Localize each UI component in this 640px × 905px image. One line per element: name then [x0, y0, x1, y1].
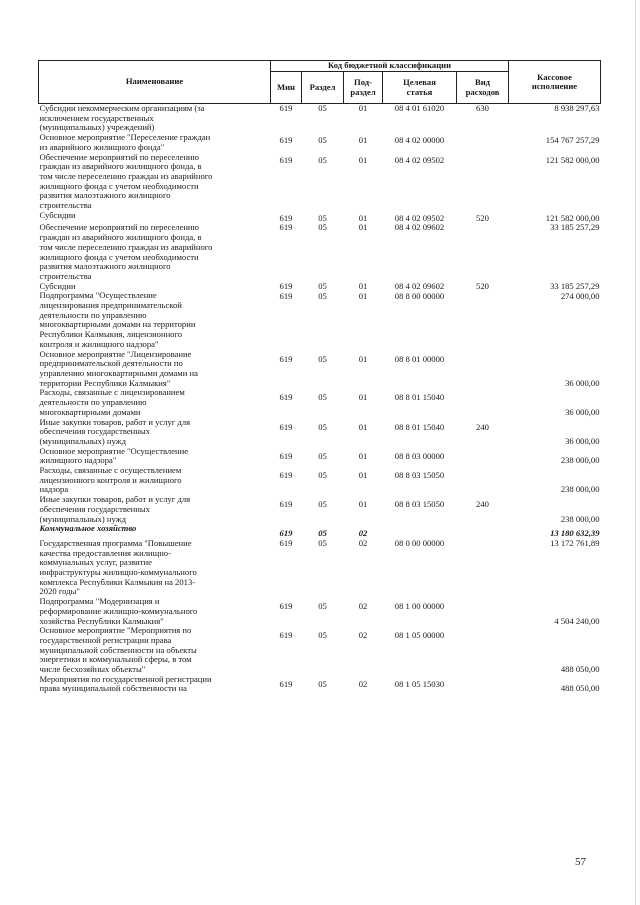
row-subsection: 02: [358, 630, 368, 641]
row-min: 619: [279, 450, 293, 461]
row-name: Основное мероприятие "Осуществление жилищного надзора": [39, 445, 189, 466]
row-min: 619: [279, 135, 293, 146]
row-subsection: 02: [358, 537, 368, 548]
row-min: 619: [279, 222, 293, 233]
row-subsection: 02: [358, 528, 368, 539]
table-header: [39, 61, 601, 104]
row-target: 08 4 02 00000: [394, 135, 445, 146]
row-section: 05: [318, 353, 327, 364]
row-subsection: 01: [358, 353, 368, 364]
table-row: [39, 466, 601, 495]
row-amount: 488 050,00: [560, 664, 600, 675]
row-name: Основное мероприятие "Мероприятия по государственной регистрации права муниципальной собственности на объекты энергетики и коммунальной сферы, в том числе бесхозяйных объекты": [39, 625, 197, 675]
page-number: 57: [575, 856, 586, 868]
row-expense-type: [457, 350, 509, 389]
row-subsection: 01: [358, 135, 368, 146]
row-name: Обеспечение мероприятий по переселению граждан из аварийного жилищного фонда, в том числе переселению граждан из аварийного жилищного фонда с учетом необходимости развития малоэтажного жилищного строительства: [39, 222, 213, 281]
row-min: 619: [279, 421, 293, 432]
table-row: [39, 153, 601, 211]
row-target: 08 8 03 15050: [394, 499, 445, 510]
row-subsection: 01: [358, 392, 368, 403]
row-amount: 488 050,00: [560, 683, 600, 694]
row-name: Мероприятия по государственной регистрации права муниципальной собственности на: [39, 673, 212, 694]
row-expense-type: [457, 597, 509, 626]
row-amount: 33 185 257,29: [550, 222, 600, 233]
row-section: 05: [318, 450, 327, 461]
row-name: Государственная программа "Повышение качества предоставления жилищно- коммунальных услуг, развитие инфраструктуры жилищно-коммунального комплекса Республики Калмыкия на 2013- 2020 годы": [39, 537, 197, 597]
header-min: Мин: [271, 72, 302, 104]
row-target: [383, 524, 457, 539]
row-min: 619: [279, 537, 293, 548]
row-expense-type: 240: [476, 499, 489, 510]
row-amount: 238 000,00: [560, 455, 600, 466]
row-subsection: 02: [358, 678, 368, 689]
row-expense-type: [457, 466, 509, 495]
row-name: Субсидии: [39, 209, 76, 220]
row-amount: 36 000,00: [565, 377, 600, 388]
row-amount: 33 185 257,29: [550, 280, 600, 291]
table-row: [39, 350, 601, 389]
row-min: 619: [279, 678, 293, 689]
row-target: 08 8 01 00000: [394, 353, 445, 364]
row-target: 08 4 02 09502: [394, 154, 445, 165]
row-section: 05: [318, 103, 327, 113]
row-subsection: 01: [358, 103, 368, 113]
row-subsection: 01: [358, 470, 368, 481]
table-row: [39, 495, 601, 524]
row-name: Иные закупки товаров, работ и услуг для обеспечения государственных (муниципальных) нужд: [39, 416, 191, 446]
header-name: Наименование: [39, 61, 271, 104]
row-target: 08 4 02 09502: [394, 212, 445, 223]
row-section: 05: [318, 280, 327, 291]
row-amount: 154 767 257,29: [545, 135, 600, 146]
row-target: 08 1 05 15030: [394, 678, 445, 689]
row-expense-type: 630: [476, 103, 489, 113]
row-target: 08 8 01 15040: [394, 392, 445, 403]
row-expense-type: [457, 223, 509, 281]
row-min: 619: [279, 601, 293, 612]
row-target: 08 4 02 09602: [394, 222, 445, 233]
row-name: Расходы, связанные с лицензированием деятельности по управлению многоквартирными домами: [39, 387, 185, 417]
table-row: [39, 223, 601, 281]
row-target: 08 1 00 00000: [394, 601, 445, 612]
row-name: Иные закупки товаров, работ и услуг для обеспечения государственных (муниципальных) нужд: [39, 494, 191, 524]
row-min: 619: [279, 280, 293, 291]
row-amount: 4 504 240,00: [554, 615, 600, 626]
table-row: [39, 388, 601, 417]
row-section: 05: [318, 135, 327, 146]
header-cash: Кассовое исполнение: [509, 61, 601, 104]
table-row: [39, 626, 601, 675]
row-subsection: 02: [358, 601, 368, 612]
row-section: 05: [318, 154, 327, 165]
row-name: Коммунальное хозяйство: [39, 523, 137, 534]
row-target: 08 1 05 00000: [394, 630, 445, 641]
table-row: [39, 539, 601, 597]
page-edge: [635, 0, 636, 905]
header-section: Раздел: [302, 72, 344, 104]
budget-table: [38, 60, 601, 694]
row-name: Подпрограмма "Модернизация и реформирование жилищно-коммунального хозяйства Республики Калмыкия": [39, 596, 198, 626]
row-min: 619: [279, 154, 293, 165]
row-section: 05: [318, 537, 327, 548]
row-name: Субсидии некоммерческим организациям (за исключением государственных (муниципальных) учреждений): [39, 103, 205, 133]
row-expense-type: 240: [476, 421, 489, 432]
row-expense-type: [457, 291, 509, 349]
header-code-group: Код бюджетной классификации: [271, 61, 509, 72]
row-min: 619: [279, 630, 293, 641]
row-target: 08 8 03 00000: [394, 450, 445, 461]
row-expense-type: [457, 626, 509, 675]
row-section: 05: [318, 528, 327, 539]
row-target: 08 8 03 15050: [394, 470, 445, 481]
row-name: Обеспечение мероприятий по переселению граждан из аварийного жилищного фонда, в том числе переселению граждан из аварийного жилищного фонда с учетом необходимости развития малоэтажного жилищного строительства: [39, 151, 213, 211]
header-target: Целевая статья: [383, 72, 457, 104]
row-section: 05: [318, 291, 327, 302]
row-expense-type: 520: [476, 280, 489, 291]
row-section: 05: [318, 630, 327, 641]
row-amount: 238 000,00: [560, 513, 600, 524]
row-amount: 36 000,00: [565, 435, 600, 446]
row-subsection: 01: [358, 499, 368, 510]
row-expense-type: [457, 388, 509, 417]
row-min: 619: [279, 353, 293, 364]
row-name: Субсидии: [39, 280, 76, 291]
table-row: [39, 133, 601, 152]
header-subsection: Под- раздел: [344, 72, 383, 104]
row-min: 619: [279, 291, 293, 302]
row-section: 05: [318, 392, 327, 403]
table-row: [39, 597, 601, 626]
row-amount: 274 000,00: [560, 291, 600, 302]
table-row: [39, 291, 601, 349]
header-expense: Вид расходов: [457, 72, 509, 104]
table-row: [39, 447, 601, 466]
row-subsection: 01: [358, 291, 368, 302]
row-min: 619: [279, 499, 293, 510]
row-min: 619: [279, 392, 293, 403]
table-row: [39, 418, 601, 447]
row-amount: 13 180 632,39: [550, 528, 600, 539]
table-row: [39, 524, 601, 539]
row-target: 08 4 01 61020: [394, 103, 445, 113]
row-section: 05: [318, 212, 327, 223]
row-section: 05: [318, 601, 327, 612]
row-amount: 36 000,00: [565, 406, 600, 417]
row-subsection: 01: [358, 421, 368, 432]
table-row: [39, 675, 601, 694]
row-section: 05: [318, 222, 327, 233]
row-section: 05: [318, 678, 327, 689]
row-amount: 121 582 000,00: [545, 154, 600, 165]
row-section: 05: [318, 499, 327, 510]
row-name: Подпрограмма "Осуществление лицензирования предпринимательской деятельности по управлению многоквартирными домами на территории Республики Калмыкия, лицензионного контроля и жилищного надзора": [39, 290, 196, 349]
row-subsection: 01: [358, 212, 368, 223]
row-subsection: 01: [358, 222, 368, 233]
row-target: 08 4 02 09602: [394, 280, 445, 291]
row-amount: 13 172 761,89: [550, 537, 600, 548]
row-subsection: 01: [358, 450, 368, 461]
row-expense-type: [457, 133, 509, 152]
row-expense-type: [457, 675, 509, 694]
row-target: 08 8 00 00000: [394, 291, 445, 302]
row-amount: 121 582 000,00: [545, 212, 600, 223]
row-amount: 238 000,00: [560, 484, 600, 495]
table-row: [39, 104, 601, 134]
row-expense-type: [457, 539, 509, 597]
row-section: 05: [318, 421, 327, 432]
row-section: 05: [318, 470, 327, 481]
row-min: 619: [279, 470, 293, 481]
row-name: Основное мероприятие "Переселение граждан из аварийного жилищного фонда": [39, 132, 211, 152]
table-body: [39, 104, 601, 695]
row-min: 619: [279, 528, 293, 539]
row-subsection: 01: [358, 280, 368, 291]
row-expense-type: [457, 153, 509, 211]
row-target: 08 8 01 15040: [394, 421, 445, 432]
row-min: 619: [279, 212, 293, 223]
row-expense-type: [457, 447, 509, 466]
row-amount: 8 938 297,63: [554, 103, 600, 113]
row-name: Основное мероприятие "Лицензирование предпринимательской деятельности по управлению многоквартирными домами на территории Республики Калмыкия": [39, 348, 198, 388]
row-expense-type: [457, 524, 509, 539]
row-subsection: 01: [358, 154, 368, 165]
row-target: 08 0 00 00000: [394, 537, 445, 548]
row-expense-type: 520: [476, 212, 489, 223]
row-name: Расходы, связанные с осуществлением лицензионного контроля и жилищного надзора: [39, 465, 182, 495]
row-min: 619: [279, 103, 293, 113]
